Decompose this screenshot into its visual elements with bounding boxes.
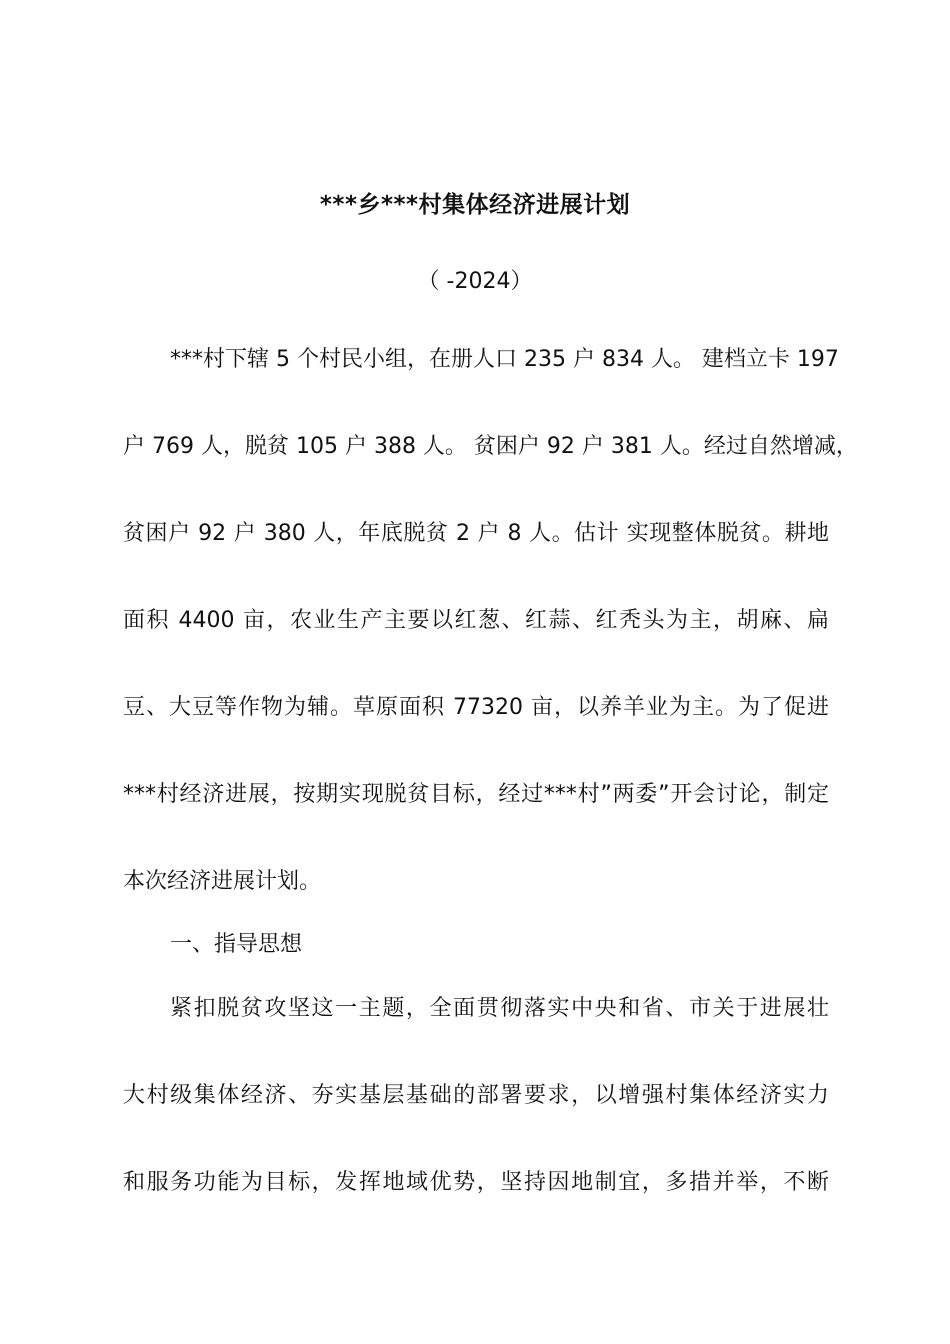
paragraph-line: ***村下辖 5 个村民小组，在册人口 235 户 834 人。 建档立卡 197 xyxy=(170,347,839,372)
paragraph-line: 和服务功能为目标，发挥地域优势，坚持因地制宜，多措并举，不断 xyxy=(123,1170,829,1195)
paragraph-line: ***村经济进展，按期实现脱贫目标，经过***村”两委”开会讨论，制定 xyxy=(123,782,829,807)
section-heading: 一、指导思想 xyxy=(170,932,303,957)
paragraph-line: 户 769 人，脱贫 105 户 388 人。 贫困户 92 户 381 人。经过自然增减， xyxy=(123,434,858,459)
paragraph-line: 豆、大豆等作物为辅。草原面积 77320 亩，以养羊业为主。为了促进 xyxy=(123,695,829,720)
document-subtitle: （ -2024） xyxy=(417,269,533,294)
paragraph-line: 大村级集体经济、夯实基层基础的部署要求，以增强村集体经济实力 xyxy=(123,1083,829,1108)
paragraph-line: 紧扣脱贫攻坚这一主题，全面贯彻落实中央和省、市关于进展壮 xyxy=(170,996,829,1021)
paragraph-line: 贫困户 92 户 380 人，年底脱贫 2 户 8 人。估计 实现整体脱贫。耕地 xyxy=(123,521,829,546)
paragraph-line: 面积 4400 亩，农业生产主要以红葱、红蒜、红秃头为主，胡麻、扁 xyxy=(123,608,829,633)
paragraph-line: 本次经济进展计划。 xyxy=(123,869,322,894)
document-title: ***乡***村集体经济进展计划 xyxy=(319,192,631,218)
